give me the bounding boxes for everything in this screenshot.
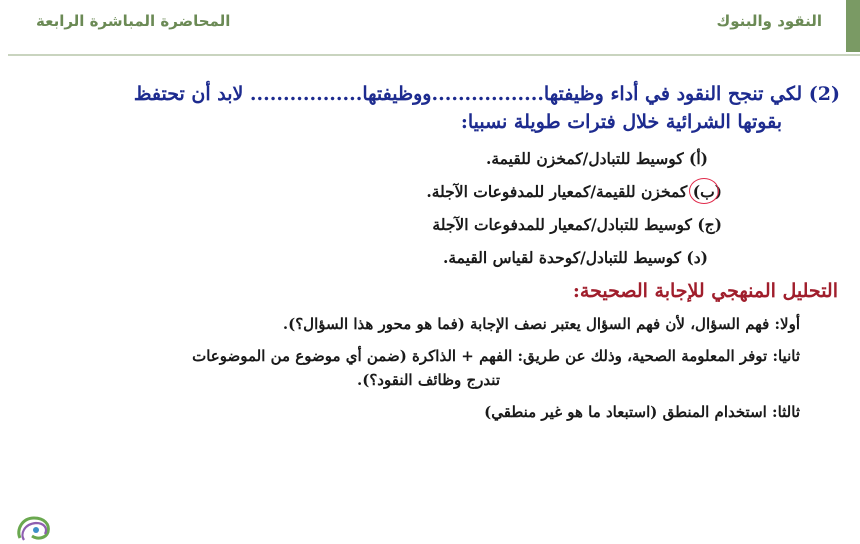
option-b [20, 181, 722, 203]
option-b-text: كمخزن للقيمة/كمعيار للمدفوعات الآجلة. [426, 182, 688, 201]
header-accent-bar [846, 0, 860, 52]
slide-content [20, 80, 840, 432]
option-a-text: كوسيط للتبادل/كمخزن للقيمة. [485, 149, 684, 168]
slide-header [0, 0, 860, 52]
option-d [20, 247, 708, 269]
university-logo-icon [14, 512, 58, 544]
lecture-title: المحاضرة المباشرة الرابعة [36, 12, 231, 30]
option-d-text: كوسيط للتبادل/كوحدة لقياس القيمة. [442, 248, 682, 267]
answer-options [20, 148, 722, 269]
analysis-step-2-line-1: ثانيا: توفر المعلومة الصحية، وذلك عن طريق: الفهم + الذاكرة (ضمن أي موضوع من الموضوعات [192, 347, 800, 365]
analysis-step-2 [20, 344, 800, 392]
question-text [20, 80, 840, 136]
option-a [20, 148, 708, 170]
analysis-heading: التحليل المنهجي للإجابة الصحيحة: [572, 280, 838, 302]
analysis-step-2-line-2: تندرج وظائف النقود؟). [357, 371, 500, 389]
option-c [20, 214, 722, 236]
option-d-letter: (د) [686, 248, 708, 267]
option-c-text: كوسيط للتبادل/كمعيار للمدفوعات الآجلة [432, 215, 692, 234]
header-divider [8, 54, 860, 56]
analysis-step-1: أولا: فهم السؤال، لأن فهم السؤال يعتبر نصف الإجابة (فما هو محور هذا السؤال؟). [282, 315, 800, 333]
option-c-letter: (ج) [697, 215, 722, 234]
option-b-letter: (ب) [692, 182, 722, 201]
option-a-letter: (أ) [689, 149, 708, 168]
course-title: النقود والبنوك [716, 12, 822, 30]
analysis-step-3: ثالثا: استخدام المنطق (استبعاد ما هو غير منطقي) [484, 403, 800, 421]
question-line-1: (2) لكي تنجح النقود في أداء وظيفتها.................ووظيفتها................. لابد أن تحتفظ [133, 83, 840, 105]
question-line-2: بقوتها الشرائية خلال فترات طويلة نسبيا: [460, 111, 782, 133]
